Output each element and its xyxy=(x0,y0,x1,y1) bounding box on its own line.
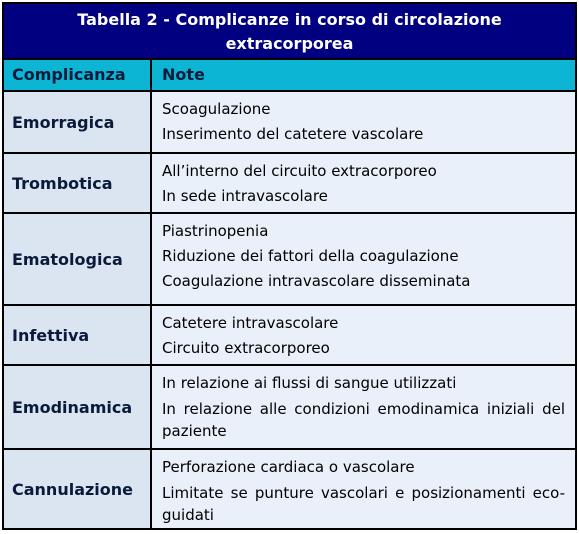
note-item: Piastrinopenia xyxy=(162,222,269,240)
complication-notes xyxy=(152,450,575,528)
table-row xyxy=(4,306,575,366)
note-item: Perforazione cardiaca o vascolare xyxy=(162,458,415,476)
complication-notes xyxy=(152,214,575,304)
complications-table xyxy=(2,2,577,530)
note-item: In relazione ai flussi di sangue utilizzati xyxy=(162,374,457,392)
table-row xyxy=(4,450,575,528)
header-complicanza: Complicanza xyxy=(4,60,152,90)
complication-notes xyxy=(152,92,575,152)
table-row xyxy=(4,154,575,214)
complication-notes xyxy=(152,306,575,364)
complication-name: Infettiva xyxy=(4,306,152,364)
complication-name: Emorragica xyxy=(4,92,152,152)
note-item: Circuito extracorporeo xyxy=(162,339,330,357)
table-row xyxy=(4,92,575,154)
note-item: Catetere intravascolare xyxy=(162,314,339,332)
note-item: In sede intravascolare xyxy=(162,187,328,205)
note-item: Scoagulazione xyxy=(162,100,271,118)
complication-name: Ematologica xyxy=(4,214,152,304)
note-item: Inserimento del catetere vascolare xyxy=(162,125,424,143)
table-row xyxy=(4,214,575,306)
table-title-line1: Tabella 2 - Complicanze in corso di circolazione xyxy=(77,10,502,29)
note-item: Limitate se punture vascolari e posizionamenti eco-guidati xyxy=(162,484,565,524)
complication-notes xyxy=(152,154,575,212)
note-item: All’interno del circuito extracorporeo xyxy=(162,162,437,180)
complication-notes xyxy=(152,366,575,448)
complication-name: Trombotica xyxy=(4,154,152,212)
table-row xyxy=(4,366,575,450)
complication-name: Emodinamica xyxy=(4,366,152,448)
note-item: In relazione alle condizioni emodinamica iniziali del paziente xyxy=(162,400,565,440)
complication-name: Cannulazione xyxy=(4,450,152,528)
note-item: Riduzione dei fattori della coagulazione xyxy=(162,247,459,265)
table-title-line2: extracorporea xyxy=(225,34,354,53)
header-note: Note xyxy=(162,65,205,84)
table-title xyxy=(4,4,575,60)
note-item: Coagulazione intravascolare disseminata xyxy=(162,272,471,290)
table-header-row xyxy=(4,60,575,92)
